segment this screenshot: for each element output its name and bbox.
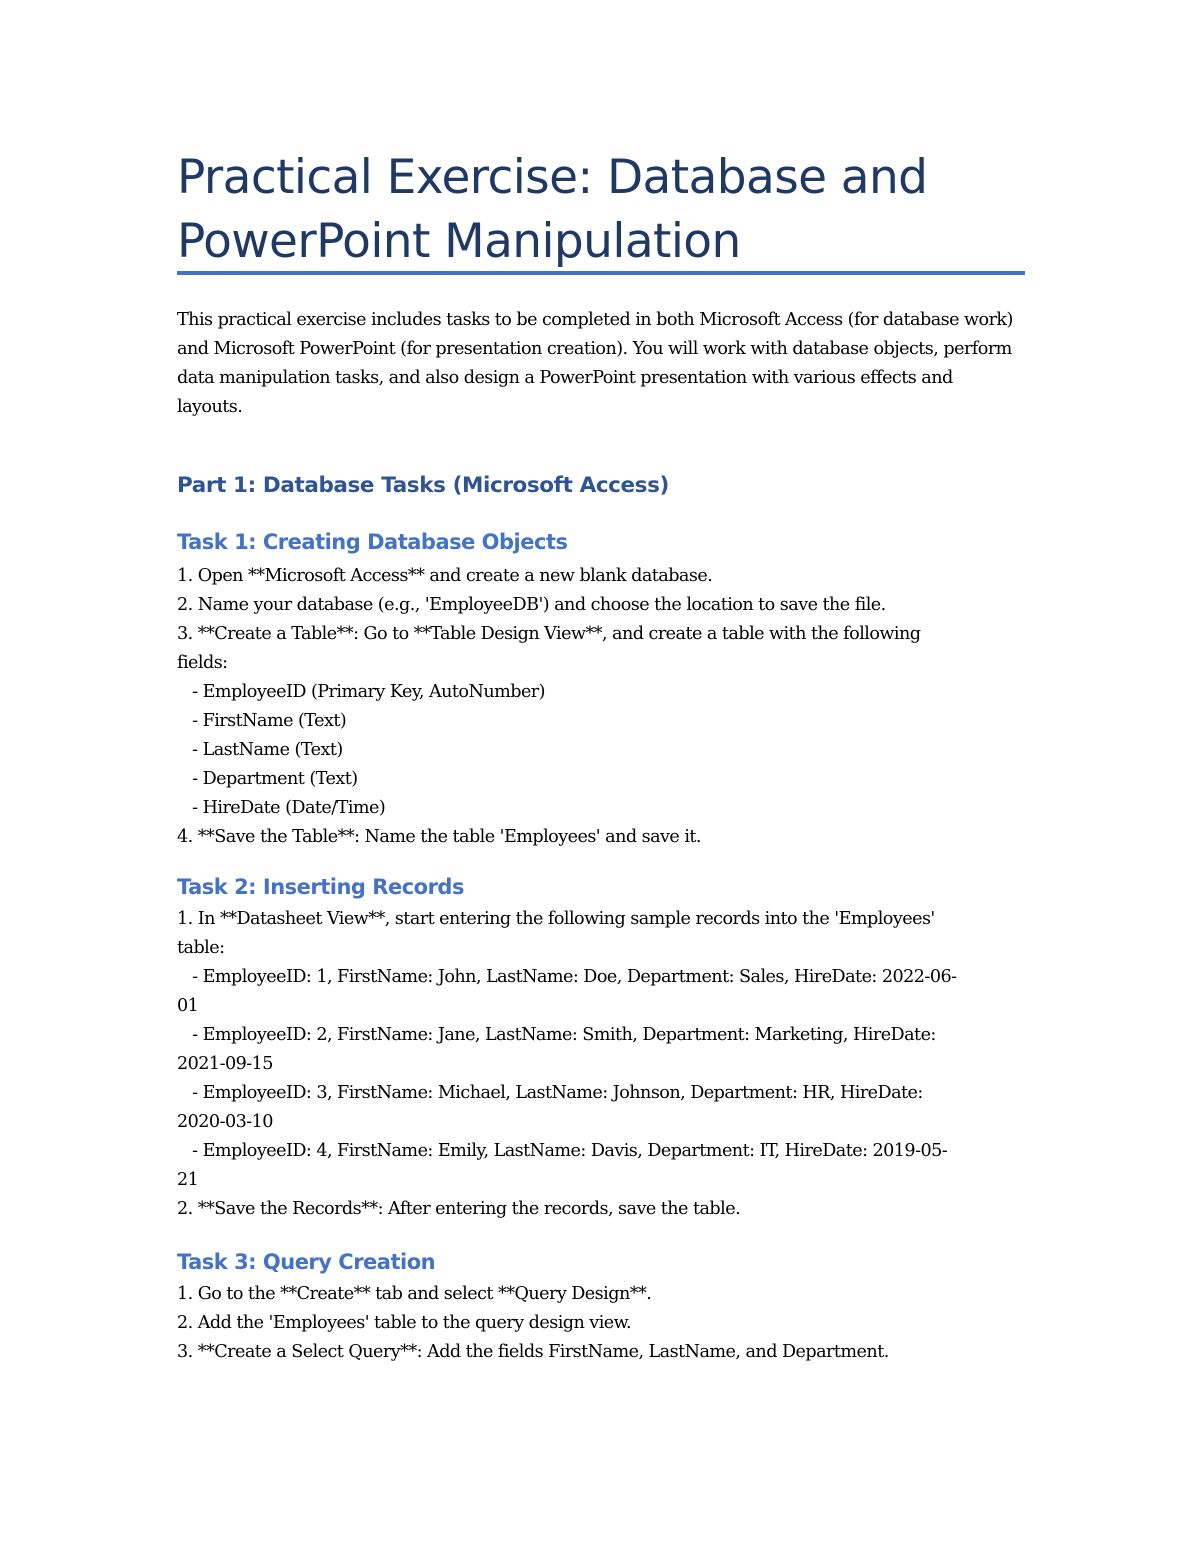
task3-lines — [177, 1280, 1027, 1367]
task3-line: 2. Add the 'Employees' table to the query design view. — [177, 1313, 632, 1333]
task2-line: - EmployeeID: 3, FirstName: Michael, LastName: Johnson, Department: HR, HireDate: — [177, 1083, 923, 1103]
task1-line: 4. **Save the Table**: Name the table 'Employees' and save it. — [177, 827, 701, 847]
task1-line: - FirstName (Text) — [177, 711, 347, 731]
task1-lines — [177, 562, 1027, 852]
task1-line: - HireDate (Date/Time) — [177, 798, 386, 818]
task1-line: 3. **Create a Table**: Go to **Table Design View**, and create a table with the following — [177, 624, 921, 644]
task1-line: - Department (Text) — [177, 769, 358, 789]
task1-line: - LastName (Text) — [177, 740, 343, 760]
task2-line: - EmployeeID: 2, FirstName: Jane, LastName: Smith, Department: Marketing, HireDate: — [177, 1025, 936, 1045]
task3-line: 1. Go to the **Create** tab and select **Query Design**. — [177, 1284, 652, 1304]
task1-line: 2. Name your database (e.g., 'EmployeeDB') and choose the location to save the file. — [177, 595, 886, 615]
task1-heading: Task 1: Creating Database Objects — [177, 530, 568, 554]
task2-section — [177, 872, 1027, 1224]
task2-line: - EmployeeID: 4, FirstName: Emily, LastName: Davis, Department: IT, HireDate: 2019-05- — [177, 1141, 948, 1161]
task1-line: fields: — [177, 653, 228, 673]
task2-line: - EmployeeID: 1, FirstName: John, LastName: Doe, Department: Sales, HireDate: 2022-06- — [177, 967, 957, 987]
task3-heading: Task 3: Query Creation — [177, 1250, 436, 1274]
task1-section — [177, 527, 1027, 852]
task3-line: 3. **Create a Select Query**: Add the fields FirstName, LastName, and Department. — [177, 1342, 889, 1362]
part1-heading: Part 1: Database Tasks (Microsoft Access) — [177, 473, 669, 498]
task2-line: 1. In **Datasheet View**, start entering the following sample records into the 'Employees' — [177, 909, 935, 929]
task2-heading: Task 2: Inserting Records — [177, 875, 464, 899]
task2-line: 21 — [177, 1170, 199, 1190]
task2-line: table: — [177, 938, 225, 958]
document-title: Practical Exercise: Database and PowerPoint Manipulation — [177, 150, 928, 269]
task2-line: 01 — [177, 996, 199, 1016]
task2-lines — [177, 905, 1027, 1224]
title-underline-rule — [177, 271, 1025, 275]
task1-line: - EmployeeID (Primary Key, AutoNumber) — [177, 682, 545, 702]
task2-line: 2. **Save the Records**: After entering the records, save the table. — [177, 1199, 741, 1219]
task3-section — [177, 1247, 1027, 1367]
intro-paragraph: This practical exercise includes tasks to be completed in both Microsoft Access (for database work) and Microsoft PowerPoint (for presentation creation). You will work with database objects, perform data manipulation tasks, and also design a PowerPoint presentation with various effects and layouts. — [177, 310, 1013, 417]
task2-line: 2020-03-10 — [177, 1112, 273, 1132]
task2-line: 2021-09-15 — [177, 1054, 273, 1074]
task1-line: 1. Open **Microsoft Access** and create a new blank database. — [177, 566, 713, 586]
